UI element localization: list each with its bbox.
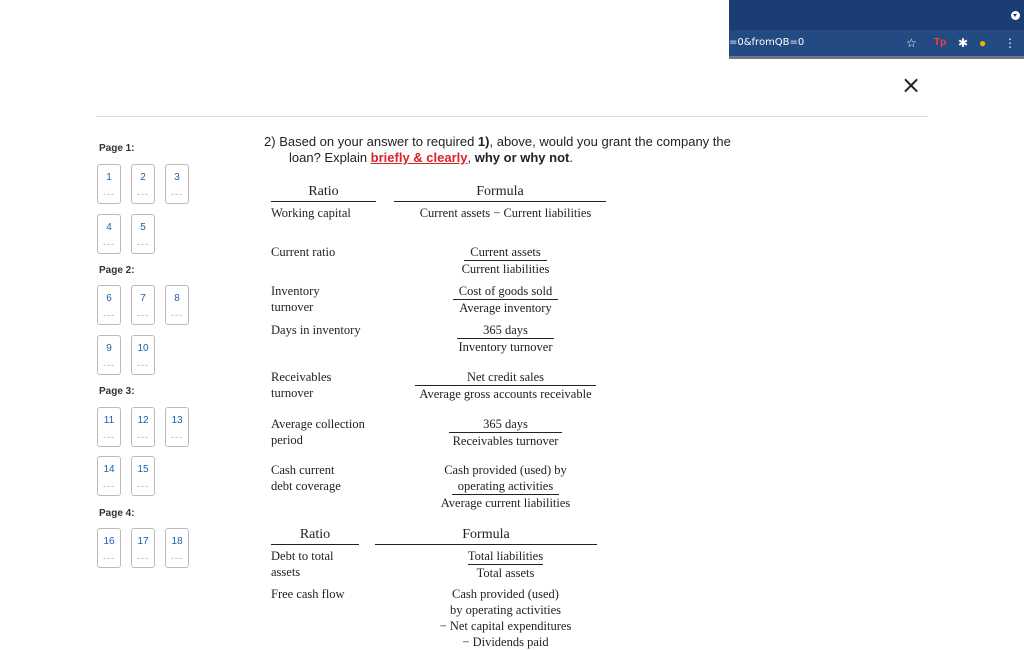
tp-extension-icon[interactable]: Tp bbox=[934, 37, 947, 48]
more-vert-icon[interactable]: ⋮ bbox=[1004, 36, 1016, 50]
bold-text: why or why not bbox=[474, 150, 570, 165]
ratio-formula: 365 days Inventory turnover bbox=[458, 323, 553, 354]
question-tile[interactable]: 17 --- bbox=[131, 528, 155, 568]
question-number: 2) bbox=[264, 134, 276, 149]
question-fragment: loan? Explain bbox=[289, 150, 371, 165]
avatar-icon[interactable]: ● bbox=[979, 36, 987, 50]
ratio-formula-table bbox=[268, 180, 613, 649]
page-label: Page 3: bbox=[99, 386, 135, 397]
question-tile[interactable]: 4 --- bbox=[97, 214, 121, 254]
question-text bbox=[264, 134, 784, 166]
ratio-formula: Cash provided (used) by operating activities − Net capital expenditures − Dividends paid bbox=[439, 587, 572, 649]
ratio-formula: Cash provided (used) by operating activities Average current liabilities bbox=[440, 463, 571, 510]
question-tile[interactable]: 8 --- bbox=[165, 285, 189, 325]
ratio-name: Average collection period bbox=[271, 417, 365, 447]
ratio-name: Days in inventory bbox=[271, 323, 361, 337]
formula-header: Formula bbox=[394, 183, 606, 202]
ratio-name: Working capital bbox=[271, 206, 351, 220]
question-tile[interactable]: 6 --- bbox=[97, 285, 121, 325]
ratio-formula: Cost of goods sold Average inventory bbox=[398, 283, 613, 316]
question-tile[interactable]: 12 --- bbox=[131, 407, 155, 447]
url-text[interactable]: =0&fromQB=0 bbox=[729, 37, 805, 48]
question-tile[interactable]: 5 --- bbox=[131, 214, 155, 254]
question-tile[interactable]: 1 --- bbox=[97, 164, 121, 204]
ratio-header: Ratio bbox=[271, 183, 376, 202]
question-tile[interactable]: 2 --- bbox=[131, 164, 155, 204]
ratio-name: Current ratio bbox=[271, 245, 336, 259]
required-ref: 1) bbox=[477, 134, 490, 149]
ratio-name: Debt to total assets bbox=[271, 549, 334, 579]
question-tile[interactable]: 11 --- bbox=[97, 407, 121, 447]
puzzle-icon[interactable]: ✱ bbox=[958, 36, 969, 50]
star-icon[interactable]: ☆ bbox=[906, 36, 917, 50]
page-label: Page 2: bbox=[99, 265, 135, 276]
question-tile[interactable]: 13 --- bbox=[165, 407, 189, 447]
question-tile[interactable]: 15 --- bbox=[131, 456, 155, 496]
question-fragment: Based on your answer to required bbox=[279, 134, 478, 149]
ratio-formula: 365 days Receivables turnover bbox=[398, 416, 613, 449]
toolbar-border bbox=[729, 56, 1024, 59]
profile-menu-icon[interactable] bbox=[1011, 11, 1020, 20]
question-fragment: . bbox=[569, 150, 573, 165]
ratio-formula: Net credit sales Average gross accounts receivable bbox=[398, 369, 613, 402]
question-tile[interactable]: 18 --- bbox=[165, 528, 189, 568]
page-label: Page 4: bbox=[99, 508, 135, 519]
address-bar[interactable] bbox=[729, 30, 1024, 56]
question-tile[interactable]: 14 --- bbox=[97, 456, 121, 496]
ratio-formula: Total liabilities Total assets bbox=[467, 549, 544, 580]
question-fragment: , bbox=[467, 150, 475, 165]
ratio-formula: Current assets − Current liabilities bbox=[419, 206, 592, 220]
browser-tabstrip bbox=[729, 0, 1024, 30]
question-tile[interactable]: 9 --- bbox=[97, 335, 121, 375]
question-tile[interactable]: 7 --- bbox=[131, 285, 155, 325]
page-navigator bbox=[96, 134, 206, 568]
ratio-formula: Current assets Current liabilities bbox=[461, 245, 550, 276]
highlight-text: briefly & clearly bbox=[370, 150, 468, 165]
formula-header: Formula bbox=[375, 526, 597, 545]
page-label: Page 1: bbox=[99, 143, 135, 154]
ratio-name: Cash current debt coverage bbox=[271, 463, 341, 493]
close-button[interactable]: × bbox=[900, 71, 922, 99]
ratio-header: Ratio bbox=[271, 526, 359, 545]
ratio-name: Free cash flow bbox=[271, 587, 345, 601]
question-tile[interactable]: 3 --- bbox=[165, 164, 189, 204]
question-fragment: , above, would you grant the company the bbox=[489, 134, 731, 149]
question-tile[interactable]: 16 --- bbox=[97, 528, 121, 568]
header-divider bbox=[96, 116, 928, 117]
ratio-name: Inventory turnover bbox=[271, 284, 320, 314]
ratio-name: Receivables turnover bbox=[271, 370, 332, 400]
question-tile[interactable]: 10 --- bbox=[131, 335, 155, 375]
